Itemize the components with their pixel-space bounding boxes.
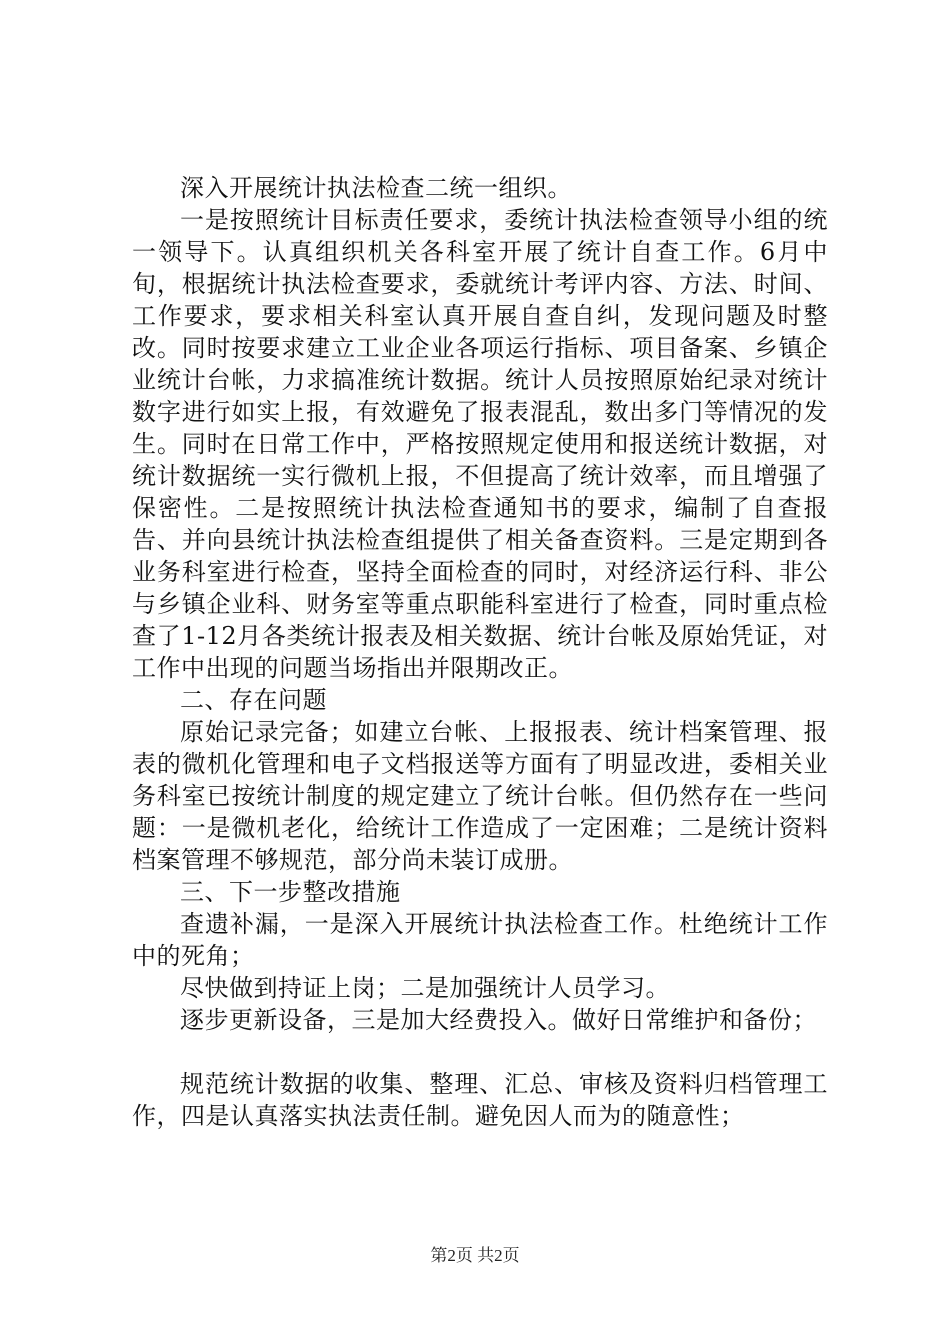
paragraph-intro: 深入开展统计执法检查二统一组织。 [180, 174, 572, 202]
paragraph-measure-1: 查遗补漏，一是深入开展统计执法检查工作。杜绝统计工作中的死角； [132, 910, 828, 970]
document-body [132, 172, 828, 1132]
paragraph-measure-4: 规范统计数据的收集、整理、汇总、审核及资料归档管理工作，四是认真落实执法责任制。避免因人而为的随意性； [132, 1070, 828, 1130]
paragraph-measure-2: 尽快做到持证上岗；二是加强统计人员学习。 [180, 974, 670, 1002]
heading-next-steps: 三、下一步整改措施 [180, 878, 401, 906]
paragraph-spacer [132, 1036, 828, 1068]
heading-existing-problems: 二、存在问题 [180, 686, 327, 714]
paragraph-measure-3: 逐步更新设备，三是加大经费投入。做好日常维护和备份； [180, 1006, 817, 1034]
page-footer: 第2页 共2页 [430, 1246, 520, 1265]
paragraph-self-check: 一是按照统计目标责任要求，委统计执法检查领导小组的统一领导下。认真组织机关各科室开展了统计自查工作。6月中旬，根据统计执法检查要求，委就统计考评内容、方法、时间、工作要求，要求相关科室认真开展自查自纠，发现问题及时整改。同时按要求建立工业企业各项运行指标、项目备案、乡镇企业统计台帐，力求搞准统计数据。统计人员按照原始纪录对统计数字进行如实上报，有效避免了报表混乱，数出多门等情况的发生。同时在日常工作中，严格按照规定使用和报送统计数据，对统计数据统一实行微机上报，不但提高了统计效率，而且增强了保密性。二是按照统计执法检查通知书的要求，编制了自查报告、并向县统计执法检查组提供了相关备查资料。三是定期到各业务科室进行检查，坚持全面检查的同时，对经济运行科、非公与乡镇企业科、财务室等重点职能科室进行了检查，同时重点检查了1-12月各类统计报表及相关数据、统计台帐及原始凭证，对工作中出现的问题当场指出并限期改正。 [132, 206, 828, 682]
paragraph-problems: 原始记录完备；如建立台帐、上报报表、统计档案管理、报表的微机化管理和电子文档报送等方面有了明显改进，委相关业务科室已按统计制度的规定建立了统计台帐。但仍然存在一些问题：一是微机老化，给统计工作造成了一定困难；二是统计资料档案管理不够规范，部分尚未装订成册。 [132, 718, 828, 874]
